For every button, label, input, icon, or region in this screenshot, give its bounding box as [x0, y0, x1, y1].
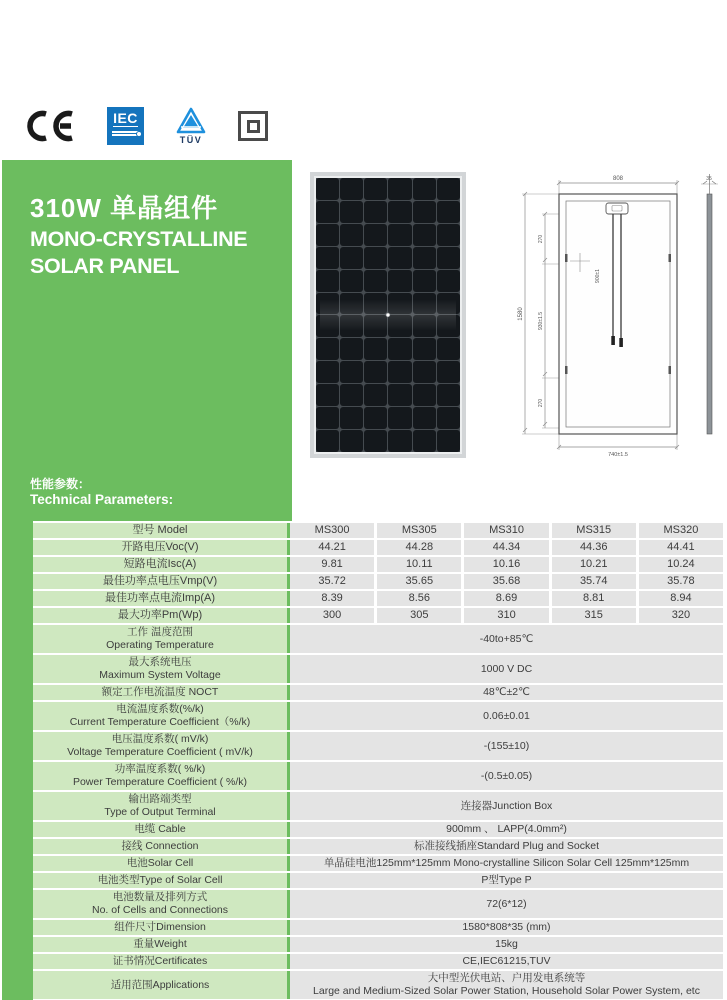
- spec-value-line: 48℃±2℃: [483, 686, 530, 698]
- param-label-cell: 最大功率Pm(Wp): [33, 608, 287, 623]
- table-row: [33, 822, 723, 839]
- spec-value-cell: [290, 732, 723, 760]
- solar-cell: [437, 338, 460, 360]
- param-value-cell: 44.41: [639, 540, 723, 555]
- spec-label-cell: [33, 685, 287, 700]
- solar-cell: [388, 361, 411, 383]
- solar-cell: [413, 178, 436, 200]
- tuv-logo-text: TÜV: [179, 135, 203, 145]
- spec-label-cell: [33, 762, 287, 790]
- solar-cell: [316, 430, 339, 452]
- iec-logo-dot: [137, 132, 141, 136]
- dimension-label-cable: 900±1: [595, 269, 601, 283]
- spec-label-cell: [33, 655, 287, 683]
- spec-value-line: Large and Medium-Sized Solar Power Station, Household Solar Power System, etc: [313, 985, 700, 997]
- spec-label-cn: 电压温度系数( mV/k): [111, 733, 209, 745]
- param-value-cell: MS315: [552, 523, 636, 538]
- spec-value-cell: [290, 685, 723, 700]
- solar-cell: [437, 315, 460, 337]
- solar-cell: [340, 407, 363, 429]
- solar-cell: [364, 224, 387, 246]
- solar-cell: [388, 201, 411, 223]
- table-row: [33, 762, 723, 792]
- spec-value-line: 72(6*12): [486, 897, 527, 910]
- section-heading: [30, 476, 173, 508]
- spec-label-cn: 电池数量及排列方式: [112, 891, 208, 903]
- dimension-label-width: 808: [612, 176, 624, 182]
- cable-connector-left: [611, 336, 615, 345]
- solar-cell: [437, 224, 460, 246]
- param-value-cell: MS310: [464, 523, 548, 538]
- table-row: [33, 937, 723, 954]
- param-label-cell: 最佳功率点电流Imp(A): [33, 591, 287, 606]
- panel-outline: [559, 194, 677, 434]
- spec-value-line: 900mm 、 LAPP(4.0mm²): [446, 823, 567, 835]
- spec-label-en: Type of Output Terminal: [104, 806, 216, 818]
- spec-value-cell: [290, 873, 723, 888]
- spec-value-cell: [290, 655, 723, 683]
- spec-label-cell: [33, 822, 287, 837]
- solar-cell: [388, 384, 411, 406]
- spec-value-line: P型Type P: [481, 874, 532, 886]
- solar-cell: [340, 293, 363, 315]
- junction-box: [606, 203, 628, 214]
- spec-value-cell: [290, 822, 723, 837]
- solar-cell: [340, 270, 363, 292]
- solar-cell: [388, 407, 411, 429]
- solar-cell: [340, 384, 363, 406]
- solar-cell: [316, 201, 339, 223]
- page-title-en-line2: SOLAR PANEL: [30, 254, 180, 278]
- param-value-cell: 44.28: [377, 540, 461, 555]
- table-row: [33, 608, 723, 625]
- solar-cell: [388, 224, 411, 246]
- spec-value-cell: [290, 792, 723, 820]
- solar-cell: [437, 361, 460, 383]
- table-row: [33, 954, 723, 971]
- param-value-cell: 10.21: [552, 557, 636, 572]
- spec-label-cn: 最大系统电压: [128, 656, 192, 668]
- spec-value-cell: [290, 890, 723, 918]
- spec-label-en: Voltage Temperature Coefficient ( mV/k): [67, 746, 253, 758]
- table-row: [33, 890, 723, 920]
- spec-label-cn: 重量Weight: [133, 938, 187, 950]
- solar-cell: [437, 384, 460, 406]
- panel-side-view: [707, 194, 712, 434]
- solar-cell: [364, 293, 387, 315]
- table-row: [33, 574, 723, 591]
- solar-cell: [364, 384, 387, 406]
- solar-cell: [340, 247, 363, 269]
- spec-label-cell: [33, 937, 287, 952]
- spec-value-cell: [290, 839, 723, 854]
- spec-value-line: 15kg: [495, 938, 518, 950]
- spec-value-cell: [290, 625, 723, 653]
- param-value-cell: MS300: [290, 523, 374, 538]
- spec-label-cn: 适用范围Applications: [110, 978, 210, 991]
- table-row: [33, 971, 723, 1000]
- iec-logo: [107, 107, 144, 145]
- spec-label-cn: 工作 温度范围: [127, 626, 193, 638]
- spec-value-line: 1580*808*35 (mm): [462, 921, 551, 933]
- spec-value-cell: [290, 762, 723, 790]
- dimension-label-seg-mid: 930±1.5: [538, 311, 544, 331]
- spec-label-cell: [33, 971, 287, 999]
- page-title-en: [30, 226, 247, 280]
- param-value-cell: 320: [639, 608, 723, 623]
- solar-cell: [364, 407, 387, 429]
- solar-cell: [364, 430, 387, 452]
- solar-cell: [388, 247, 411, 269]
- table-row: [33, 685, 723, 702]
- spec-label-cn: 电缆 Cable: [134, 823, 186, 835]
- technical-parameters-table: [33, 521, 723, 1000]
- spec-label-cn: 输出路端类型: [128, 793, 192, 805]
- spec-label-cell: [33, 625, 287, 653]
- solar-cell: [413, 201, 436, 223]
- table-row: [33, 655, 723, 685]
- table-row: [33, 540, 723, 557]
- spec-label-cell: [33, 954, 287, 969]
- solar-cell: [413, 293, 436, 315]
- table-row: [33, 591, 723, 608]
- spec-label-cell: [33, 839, 287, 854]
- solar-cell: [413, 315, 436, 337]
- param-value-cell: 310: [464, 608, 548, 623]
- param-label-cell: 最佳功率点电压Vmp(V): [33, 574, 287, 589]
- spec-label-en: Current Temperature Coefficient（%/k): [69, 716, 251, 728]
- spec-value-cell: [290, 856, 723, 871]
- spec-label-en: Operating Temperature: [106, 639, 214, 651]
- solar-cell: [413, 361, 436, 383]
- param-label-cell: 开路电压Voc(V): [33, 540, 287, 555]
- solar-cell: [413, 407, 436, 429]
- solar-cell: [340, 361, 363, 383]
- solar-cell: [364, 270, 387, 292]
- param-value-cell: MS320: [639, 523, 723, 538]
- tuv-logo: [175, 107, 207, 145]
- spec-value-cell: [290, 937, 723, 952]
- solar-panel-photo: [310, 172, 466, 458]
- solar-cell: [316, 224, 339, 246]
- spec-value-line: 1000 V DC: [480, 662, 533, 675]
- solar-cell: [340, 178, 363, 200]
- table-row: [33, 856, 723, 873]
- param-value-cell: 305: [377, 608, 461, 623]
- param-value-cell: 315: [552, 608, 636, 623]
- solar-cell: [437, 270, 460, 292]
- spec-label-en: Power Temperature Coefficient ( %/k): [72, 776, 248, 788]
- spec-value-cell: [290, 971, 723, 999]
- param-value-cell: MS305: [377, 523, 461, 538]
- solar-cell: [437, 201, 460, 223]
- table-row: [33, 523, 723, 540]
- spec-value-line: 大中型光伏电站、户用发电系统等: [427, 972, 586, 984]
- dimension-label-thickness: 35: [706, 176, 712, 182]
- solar-cell: [340, 430, 363, 452]
- spec-label-cn: 额定工作电流温度 NOCT: [101, 686, 219, 698]
- spec-label-cell: [33, 890, 287, 918]
- spec-value-cell: [290, 954, 723, 969]
- solar-cell: [316, 407, 339, 429]
- solar-cell: [413, 247, 436, 269]
- param-value-cell: 10.11: [377, 557, 461, 572]
- dimension-label-seg-top: 270: [538, 234, 544, 244]
- ce-mark-icon: [24, 108, 76, 144]
- spec-value-line: 标准接线插座Standard Plug and Socket: [413, 840, 599, 852]
- spec-value-line: 连接器Junction Box: [460, 799, 553, 812]
- solar-cell: [316, 384, 339, 406]
- iec-logo-text: IEC: [113, 110, 138, 126]
- table-row: [33, 702, 723, 732]
- spec-label-en: Maximum System Voltage: [99, 669, 221, 681]
- spec-label-cn: 功率温度系数( %/k): [114, 763, 206, 775]
- solar-cell: [388, 315, 411, 337]
- solar-cell: [364, 247, 387, 269]
- param-value-cell: 35.68: [464, 574, 548, 589]
- solar-cell: [364, 315, 387, 337]
- solar-cell: [316, 315, 339, 337]
- param-value-cell: 44.36: [552, 540, 636, 555]
- dimension-label-seg-bottom: 270: [538, 398, 544, 408]
- spec-label-cn: 电流温度系数(%/k): [116, 703, 204, 715]
- solar-cell: [316, 178, 339, 200]
- solar-cell: [388, 178, 411, 200]
- solar-cell: [316, 270, 339, 292]
- param-value-cell: 8.94: [639, 591, 723, 606]
- param-value-cell: 35.65: [377, 574, 461, 589]
- solar-cell: [364, 338, 387, 360]
- param-value-cell: 35.78: [639, 574, 723, 589]
- spec-label-cn: 组件尺寸Dimension: [114, 921, 206, 933]
- solar-cell: [364, 361, 387, 383]
- solar-cell: [413, 384, 436, 406]
- param-value-cell: 300: [290, 608, 374, 623]
- param-value-cell: 44.34: [464, 540, 548, 555]
- solar-cell: [413, 270, 436, 292]
- solar-cell: [413, 338, 436, 360]
- table-row: [33, 557, 723, 574]
- double-insulation-inner-square: [247, 120, 260, 133]
- param-value-cell: 8.69: [464, 591, 548, 606]
- param-value-cell: 44.21: [290, 540, 374, 555]
- spec-label-cn: 电池Solar Cell: [126, 857, 194, 869]
- dimension-label-height: 1580: [518, 307, 524, 321]
- param-value-cell: 8.81: [552, 591, 636, 606]
- technical-drawing: [502, 166, 724, 466]
- table-row: [33, 920, 723, 937]
- solar-cells-grid: [316, 178, 460, 452]
- spec-value-line: CE,IEC61215,TUV: [462, 955, 551, 967]
- solar-cell: [316, 293, 339, 315]
- param-label-cell: 短路电流Isc(A): [33, 557, 287, 572]
- solar-cell: [340, 224, 363, 246]
- spec-label-cell: [33, 873, 287, 888]
- spec-value-line: -(0.5±0.05): [480, 769, 533, 782]
- spec-label-cell: [33, 856, 287, 871]
- page-title-en-line1: MONO-CRYSTALLINE: [30, 227, 248, 251]
- tuv-triangle-icon: [176, 107, 206, 134]
- spec-value-line: 0.06±0.01: [483, 709, 530, 722]
- spec-label-cell: [33, 702, 287, 730]
- cable-connector-right: [619, 338, 623, 347]
- param-value-cell: 35.72: [290, 574, 374, 589]
- solar-cell: [413, 224, 436, 246]
- table-row: [33, 792, 723, 822]
- param-value-cell: 10.16: [464, 557, 548, 572]
- solar-cell: [413, 430, 436, 452]
- solar-cell: [316, 247, 339, 269]
- spec-label-en: No. of Cells and Connections: [92, 904, 228, 916]
- param-value-cell: 8.56: [377, 591, 461, 606]
- table-row: [33, 839, 723, 856]
- solar-cell: [437, 178, 460, 200]
- solar-cell: [340, 338, 363, 360]
- solar-cell: [388, 430, 411, 452]
- param-label-cell: 型号 Model: [33, 523, 287, 538]
- solar-cell: [364, 178, 387, 200]
- solar-cell: [388, 270, 411, 292]
- solar-cell: [437, 247, 460, 269]
- solar-cell: [340, 201, 363, 223]
- solar-cell: [437, 293, 460, 315]
- section-heading-en: Technical Parameters:: [30, 492, 174, 507]
- solar-cell: [364, 201, 387, 223]
- param-value-cell: 35.74: [552, 574, 636, 589]
- dimension-label-bottom: 740±1.5: [608, 452, 628, 458]
- spec-label-cell: [33, 920, 287, 935]
- table-row: [33, 625, 723, 655]
- param-value-cell: 10.24: [639, 557, 723, 572]
- spec-label-cn: 证书情况Certificates: [112, 955, 208, 967]
- solar-cell: [340, 315, 363, 337]
- spec-value-cell: [290, 920, 723, 935]
- solar-cell: [388, 293, 411, 315]
- param-value-cell: 9.81: [290, 557, 374, 572]
- spec-label-cn: 电池类型Type of Solar Cell: [97, 874, 223, 886]
- solar-cell: [388, 338, 411, 360]
- spec-value-cell: [290, 702, 723, 730]
- certification-logos: [24, 102, 268, 150]
- spec-value-line: -(155±10): [483, 739, 530, 752]
- table-row: [33, 873, 723, 890]
- solar-cell: [316, 361, 339, 383]
- section-heading-cn: 性能参数：: [30, 477, 91, 491]
- solar-cell: [437, 407, 460, 429]
- table-row: [33, 732, 723, 762]
- spec-value-line: 单晶硅电池125mm*125mm Mono-crystalline Silicon Solar Cell 125mm*125mm: [323, 857, 690, 869]
- spec-label-cell: [33, 732, 287, 760]
- spec-label-cell: [33, 792, 287, 820]
- spec-label-cn: 接线 Connection: [121, 840, 199, 852]
- page-title-cn: 310W 单晶组件: [30, 193, 219, 223]
- param-value-cell: 8.39: [290, 591, 374, 606]
- double-insulation-icon: [238, 111, 268, 141]
- solar-cell: [437, 430, 460, 452]
- iec-logo-band: [112, 131, 139, 137]
- spec-value-line: -40to+85℃: [479, 632, 534, 645]
- solar-cell: [316, 338, 339, 360]
